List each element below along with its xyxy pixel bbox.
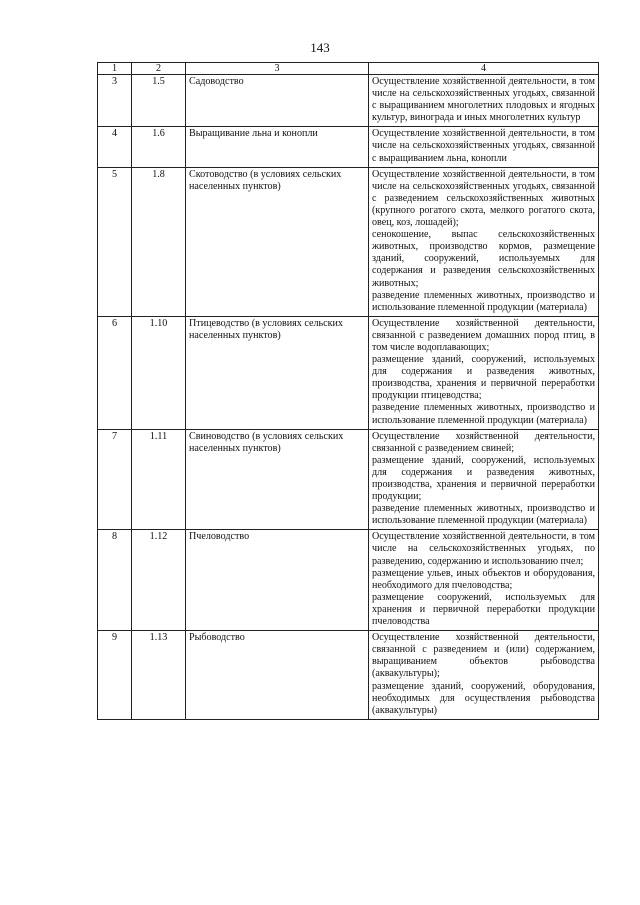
description-cell xyxy=(369,530,599,631)
column-header: 2 xyxy=(132,63,186,75)
description-cell xyxy=(369,75,599,127)
code-cell: 1.11 xyxy=(132,429,186,530)
description-paragraph: Осуществление хозяйственной деятельности, в том числе на сельскохозяйственных угодьях, связанной с выращиванием многолетних плодовых и ягодных культур, винограда и иных многолетних культур xyxy=(372,76,595,124)
description-paragraph: размещение сооружений, используемых для хранения и первичной переработки продукции пчеловодства xyxy=(372,591,595,628)
description-cell xyxy=(369,167,599,316)
description-paragraph: сенокошение, выпас сельскохозяйственных животных, производство кормов, размещение зданий, сооружений, используемых для содержания и разведения сельскохозяйственных животных; xyxy=(372,229,595,289)
description-paragraph: Осуществление хозяйственной деятельности, связанной с разведением домашних пород птиц, в том числе водоплавающих; xyxy=(372,317,595,353)
name-cell: Скотоводство (в условиях сельских населенных пунктов) xyxy=(186,167,369,316)
table-header-row xyxy=(98,63,599,75)
table-row xyxy=(98,429,599,530)
code-cell: 1.8 xyxy=(132,167,186,316)
row-number-cell: 9 xyxy=(98,631,132,720)
description-paragraph: Осуществление хозяйственной деятельности, в том числе на сельскохозяйственных угодьях, связанной с выращиванием льна, конопли xyxy=(372,128,595,164)
description-paragraph: размещение зданий, сооружений, используемых для содержания и разведения животных, производства, хранения и первичной переработки продукции птицеводства; xyxy=(372,354,595,402)
description-paragraph: Осуществление хозяйственной деятельности, в том числе на сельскохозяйственных угодьях, связанной с разведением сельскохозяйственных животных (крупного рогатого скота, мелкого рогатого скота, овец, коз, лошадей); xyxy=(372,168,595,229)
table-row xyxy=(98,127,599,167)
description-paragraph: размещение зданий, сооружений, оборудования, необходимых для осуществления рыбоводства (аквакультуры) xyxy=(372,680,595,716)
land-use-table xyxy=(97,62,599,720)
row-number-cell: 3 xyxy=(98,75,132,127)
column-header: 1 xyxy=(98,63,132,75)
description-cell xyxy=(369,631,599,720)
code-cell: 1.5 xyxy=(132,75,186,127)
code-cell: 1.10 xyxy=(132,316,186,429)
code-cell: 1.6 xyxy=(132,127,186,167)
description-paragraph: размещение ульев, иных объектов и оборудования, необходимого для пчеловодства; xyxy=(372,567,595,591)
description-paragraph: разведение племенных животных, производство и использование племенной продукции (материала) xyxy=(372,503,595,527)
row-number-cell: 8 xyxy=(98,530,132,631)
name-cell: Птицеводство (в условиях сельских населенных пунктов) xyxy=(186,316,369,429)
code-cell: 1.13 xyxy=(132,631,186,720)
name-cell: Рыбоводство xyxy=(186,631,369,720)
row-number-cell: 4 xyxy=(98,127,132,167)
description-cell xyxy=(369,127,599,167)
description-paragraph: разведение племенных животных, производство и использование племенной продукции (материала) xyxy=(372,289,595,313)
code-cell: 1.12 xyxy=(132,530,186,631)
description-paragraph: Осуществление хозяйственной деятельности, связанной с разведением и (или) содержанием, выращиванием объектов рыбоводства (аквакультуры); xyxy=(372,632,595,680)
column-header: 4 xyxy=(369,63,599,75)
description-cell xyxy=(369,316,599,429)
name-cell: Свиноводство (в условиях сельских населенных пунктов) xyxy=(186,429,369,530)
table-row xyxy=(98,316,599,429)
description-paragraph: разведение племенных животных, производство и использование племенной продукции (материала) xyxy=(372,402,595,426)
description-paragraph: Осуществление хозяйственной деятельности, связанной с разведением свиней; xyxy=(372,430,595,454)
name-cell: Пчеловодство xyxy=(186,530,369,631)
description-cell xyxy=(369,429,599,530)
table-row xyxy=(98,75,599,127)
row-number-cell: 6 xyxy=(98,316,132,429)
table-row xyxy=(98,167,599,316)
column-header: 3 xyxy=(186,63,369,75)
page-number: 143 xyxy=(310,40,330,55)
table-row xyxy=(98,530,599,631)
name-cell: Садоводство xyxy=(186,75,369,127)
description-paragraph: Осуществление хозяйственной деятельности, в том числе на сельскохозяйственных угодьях, по разведению, содержанию и использованию пчел; xyxy=(372,531,595,567)
row-number-cell: 5 xyxy=(98,167,132,316)
description-paragraph: размещение зданий, сооружений, используемых для содержания и разведения животных, производства, хранения и первичной переработки продукции; xyxy=(372,454,595,503)
row-number-cell: 7 xyxy=(98,429,132,530)
name-cell: Выращивание льна и конопли xyxy=(186,127,369,167)
table-row xyxy=(98,631,599,720)
